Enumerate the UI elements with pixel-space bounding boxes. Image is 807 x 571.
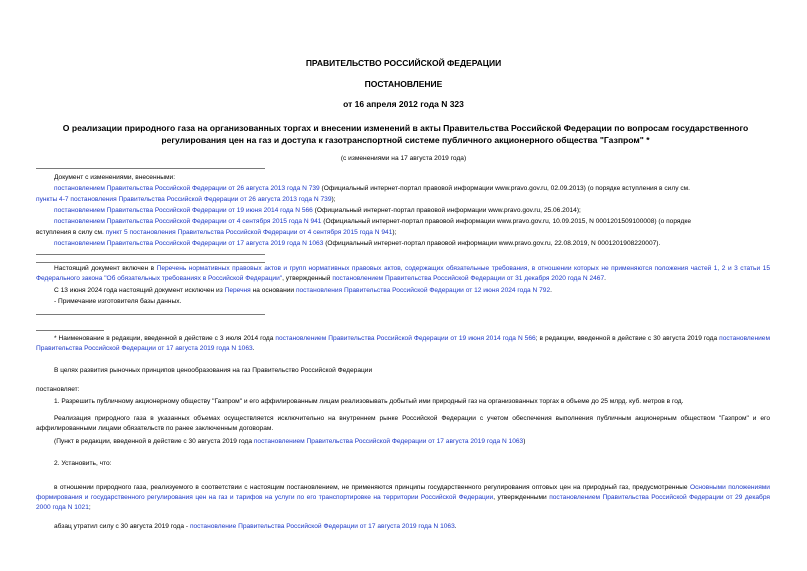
- doc-date-number: от 16 апреля 2012 года N 323: [343, 99, 464, 109]
- change-link-4[interactable]: постановлением Правительства Российской Федерации от 17 августа 2019 года N 1063: [54, 240, 324, 247]
- db-maker-note: - Примечание изготовителя базы данных.: [54, 298, 182, 305]
- doc-title-line2: регулирования цен на газ и доступа к газотранспортной системе публичного акционерного общества "Газпром" *: [161, 135, 650, 145]
- doc-subtitle: (с изменениями на 17 августа 2019 года): [340, 155, 467, 162]
- change-link-3[interactable]: постановлением Правительства Российской Федерации от 4 сентября 2015 года N 941: [54, 218, 322, 225]
- osnovnye-polozheniya-link[interactable]: Основными положениями формирования и государственного регулирования цен на газ и тарифов на услуги по его транспортировке на территории Российской Федерации: [36, 484, 770, 502]
- postanovlenie-2467-link[interactable]: постановлением Правительства Российской Федерации от 31 декабря 2020 года N 2467: [332, 275, 605, 283]
- doc-title-line1: О реализации природного газа на организованных торгах и внесении изменений в акты Правительства Российской Федерации по вопросам государственного: [62, 123, 749, 133]
- postanovlenie-1021-link[interactable]: постановлением Правительства Российской Федерации от 29 декабря 2000 года N 1021: [36, 494, 770, 512]
- change-line-3: постановлением Правительства Российской Федерации от 4 сентября 2015 года N 941 (Официальный интернет-портал правовой информации www.pravo.gov.ru, 10.09.2015, N 0001201509100008) (о порядке: [54, 218, 691, 225]
- org-name: ПРАВИТЕЛЬСТВО РОССИЙСКОЙ ФЕДЕРАЦИИ: [305, 58, 502, 68]
- doc-type: ПОСТАНОВЛЕНИЕ: [364, 79, 443, 89]
- postanovlenie-792-link[interactable]: постановления Правительства Российской Федерации от 12 июня 2024 года N 792: [295, 287, 551, 294]
- item-1-note: (Пункт в редакции, введенной в действие с 30 августа 2019 года постановлением Правительства Российской Федерации от 17 августа 2019 года N 1063): [54, 438, 526, 445]
- change-link-1b[interactable]: пункты 4-7 постановления Правительства Российской Федерации от 26 августа 2013 года N 739: [36, 196, 332, 203]
- change-link-3b[interactable]: пункт 5 постановления Правительства Российской Федерации от 4 сентября 2015 года N 941: [105, 229, 393, 236]
- status-paragraph-1: Настоящий документ включен в Перечень нормативных правовых актов и групп нормативных правовых актов, содержащих обязательные требования, в отношении которых не применяются положения частей 1, 2 и 3 статьи 15 Федерального закона "Об обязательных требованиях в Российской Федерации", утвержденный постановлением Правительства Российской Федерации от 31 декабря 2020 года N 2467.: [36, 265, 770, 283]
- footnote: * Наименование в редакции, введенной в действие с 3 июля 2014 года постановлением Правительства Российской Федерации от 19 июня 2014 года N 566; в редакции, введенной в действие с 30 августа 2019 года постановлением Правительства Российской Федерации от 17 августа 2019 года N 1063.: [36, 335, 770, 353]
- item-1-note-link[interactable]: постановлением Правительства Российской Федерации от 17 августа 2019 года N 1063: [253, 438, 524, 445]
- divider: [36, 168, 265, 169]
- item-1-paragraph: Реализация природного газа в указанных объемах осуществляется исключительно на внутреннем рынке Российской Федерации с учетом обеспечения выполнения публичным акционерным обществом "Газпром" и его аффилированными лицами обязательств по ранее заключенным договорам.: [36, 415, 770, 433]
- doc-title: [28, 122, 783, 146]
- change-line-2: постановлением Правительства Российской Федерации от 19 июня 2014 года N 566 (Официальный интернет-портал правовой информации www.pravo.gov.ru, 25.06.2014);: [54, 207, 581, 214]
- change-line-1b: пункты 4-7 постановления Правительства Российской Федерации от 26 августа 2013 года N 739);: [36, 196, 336, 203]
- footnote-link-566[interactable]: постановлением Правительства Российской Федерации от 19 июня 2014 года N 566: [275, 335, 536, 342]
- item-2: 2. Установить, что:: [54, 460, 112, 467]
- perechen-link[interactable]: Перечень нормативных правовых актов и групп нормативных правовых актов, содержащих обязательные требования, в отношении которых не применяются положения частей 1, 2 и 3 статьи 15 Федерального закона "Об обязательных требованиях в Российской Федерации": [36, 265, 770, 283]
- item-1: 1. Разрешить публичному акционерному обществу "Газпром" и его аффилированным лицам реализовывать добытый ими природный газ на организованных торгах в объеме до 25 млрд. куб. метров в год.: [54, 398, 684, 405]
- perechnya-link[interactable]: Перечня: [224, 287, 251, 294]
- divider: [36, 262, 265, 263]
- abzac-link-1063[interactable]: постановление Правительства Российской Федерации от 17 августа 2019 года N 1063: [189, 523, 455, 530]
- divider: [36, 314, 265, 315]
- footnote-link-1063[interactable]: постановлением Правительства Российской Федерации от 17 августа 2019 года N 1063: [36, 335, 770, 353]
- status-paragraph-2: С 13 июня 2024 года настоящий документ исключен из Перечня на основании постановления Правительства Российской Федерации от 12 июня 2024 года N 792.: [54, 287, 552, 294]
- changes-intro: Документ с изменениями, внесенными:: [54, 174, 176, 181]
- abzac-repealed: абзац утратил силу с 30 августа 2019 года - постановление Правительства Российской Федерации от 17 августа 2019 года N 1063.: [54, 523, 457, 530]
- body-intro: В целях развития рыночных принципов ценообразования на газ Правительство Российской Федерации: [54, 367, 373, 374]
- item-2-paragraph: в отношении природного газа, реализуемого в соответствии с настоящим постановлением, не применяются принципы государственного регулирования оптовых цен на природный газ, предусмотренные Основными положениями формирования и государственного регулирования цен на газ и тарифов на услуги по его транспортировке на территории Российской Федерации, утвержденными постановлением Правительства Российской Федерации от 29 декабря 2000 года N 1021;: [36, 484, 770, 512]
- footnote-divider: [36, 330, 104, 331]
- body-resolves: постановляет:: [36, 386, 80, 393]
- change-link-1[interactable]: постановлением Правительства Российской Федерации от 26 августа 2013 года N 739: [54, 185, 320, 192]
- change-line-1: постановлением Правительства Российской Федерации от 26 августа 2013 года N 739 (Официальный интернет-портал правовой информации www.pravo.gov.ru, 02.09.2013) (о порядке вступления в силу см.: [54, 185, 690, 192]
- change-line-4: постановлением Правительства Российской Федерации от 17 августа 2019 года N 1063 (Официальный интернет-портал правовой информации www.pravo.gov.ru, 22.08.2019, N 0001201908220007).: [54, 240, 661, 247]
- change-line-3b: вступления в силу см. пункт 5 постановления Правительства Российской Федерации от 4 сентября 2015 года N 941);: [36, 229, 397, 236]
- divider: [36, 254, 265, 255]
- change-link-2[interactable]: постановлением Правительства Российской Федерации от 19 июня 2014 года N 566: [54, 207, 313, 214]
